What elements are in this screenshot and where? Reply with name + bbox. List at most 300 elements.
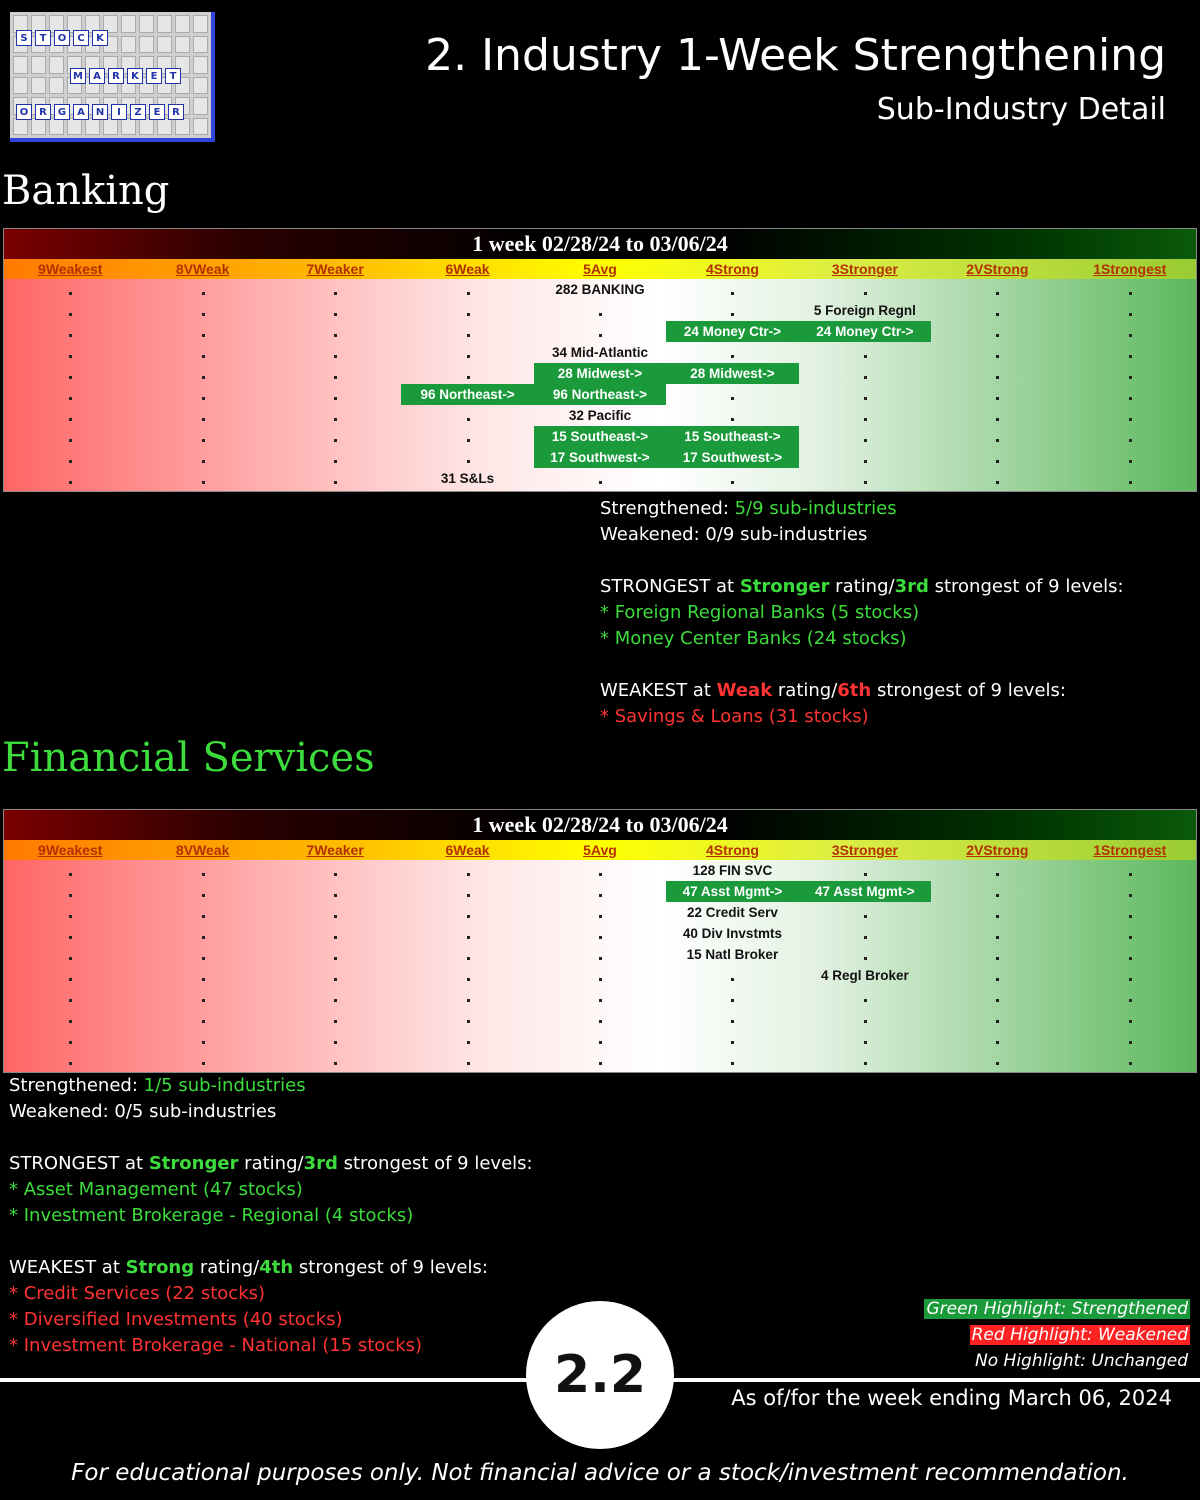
strengthened-cell: 24 Money Ctr-> (666, 321, 798, 342)
empty-cell-dot (864, 1062, 867, 1065)
empty-cell-dot (864, 481, 867, 484)
weakened-line: Weakened: 0/5 sub-industries (9, 1101, 277, 1122)
empty-cell-dot (996, 313, 999, 316)
empty-cell-dot (202, 894, 205, 897)
logo-letter: O (16, 104, 32, 120)
strengthened-cell: 28 Midwest-> (666, 363, 798, 384)
sub-industry-cell: 31 S&Ls (440, 471, 495, 486)
strongest-rank: 3rd (303, 1153, 338, 1174)
strengthened-cell: 15 Southeast-> (666, 426, 798, 447)
logo-tile (13, 77, 28, 95)
logo-tile (175, 36, 190, 54)
banking-section-title: Banking (2, 168, 170, 214)
level-header: 3Stronger (831, 842, 898, 858)
empty-cell-dot (334, 397, 337, 400)
logo-tile (193, 77, 208, 95)
banking-panel-title: 1 week 02/28/24 to 03/06/24 (4, 229, 1196, 259)
empty-cell-dot (334, 1041, 337, 1044)
empty-cell-dot (467, 1062, 470, 1065)
logo-tile (157, 15, 172, 33)
sub-industry-cell: 5 Foreign Regnl (813, 303, 916, 318)
level-header: 2VStrong (966, 842, 1029, 858)
empty-cell-dot (467, 418, 470, 421)
disclaimer: For educational purposes only. Not financial advice or a stock/investment recommendation. (71, 1460, 1129, 1486)
empty-cell-dot (996, 355, 999, 358)
weakest-mid: rating/ (194, 1257, 260, 1278)
stock-market-organizer-logo (10, 12, 215, 142)
empty-cell-dot (1129, 313, 1132, 316)
empty-cell-dot (467, 1020, 470, 1023)
empty-cell-dot (467, 873, 470, 876)
strongest-mid: rating/ (829, 576, 895, 597)
banking-grid (4, 279, 1196, 491)
empty-cell-dot (467, 936, 470, 939)
empty-cell-dot (864, 936, 867, 939)
logo-tile (157, 36, 172, 54)
logo-tile (193, 15, 208, 33)
logo-letter: A (89, 68, 105, 84)
empty-cell-dot (202, 978, 205, 981)
empty-cell-dot (996, 1020, 999, 1023)
logo-letter: G (54, 104, 70, 120)
empty-cell-dot (334, 355, 337, 358)
sub-industry-cell: 15 Natl Broker (686, 947, 779, 962)
empty-cell-dot (996, 1062, 999, 1065)
empty-cell-dot (467, 292, 470, 295)
sub-industry-cell: 40 Div Invstmts (682, 926, 782, 941)
empty-cell-dot (202, 936, 205, 939)
empty-cell-dot (69, 355, 72, 358)
empty-cell-dot (599, 1062, 602, 1065)
empty-cell-dot (996, 334, 999, 337)
strengthened-value: 5/9 sub-industries (734, 498, 897, 519)
strengthened-cell: 17 Southwest-> (534, 447, 666, 468)
empty-cell-dot (864, 355, 867, 358)
empty-cell-dot (334, 313, 337, 316)
logo-tile (49, 118, 64, 136)
empty-cell-dot (202, 313, 205, 316)
empty-cell-dot (334, 936, 337, 939)
strongest-post: strongest of 9 levels: (337, 1153, 533, 1174)
logo-tile (121, 15, 136, 33)
empty-cell-dot (996, 397, 999, 400)
weakest-rating: Weak (716, 680, 773, 701)
sub-industry-cell: 4 Regl Broker (820, 968, 909, 983)
financial-panel (3, 809, 1197, 1073)
empty-cell-dot (467, 957, 470, 960)
logo-tile (193, 118, 208, 136)
strengthened-cell: 28 Midwest-> (534, 363, 666, 384)
sub-industry-cell: 282 BANKING (555, 282, 645, 297)
empty-cell-dot (996, 936, 999, 939)
strongest-post: strongest of 9 levels: (928, 576, 1124, 597)
empty-cell-dot (1129, 397, 1132, 400)
empty-cell-dot (1129, 334, 1132, 337)
weakest-post: strongest of 9 levels: (871, 680, 1066, 701)
logo-letter: T (35, 30, 51, 46)
empty-cell-dot (731, 999, 734, 1002)
level-header: 7Weaker (306, 842, 364, 858)
financial-grid (4, 860, 1196, 1072)
empty-cell-dot (1129, 1062, 1132, 1065)
logo-tile (13, 118, 28, 136)
sub-industry-cell: 32 Pacific (568, 408, 632, 423)
empty-cell-dot (731, 313, 734, 316)
empty-cell-dot (69, 439, 72, 442)
empty-cell-dot (202, 376, 205, 379)
financial-summary (9, 1073, 533, 1359)
logo-tile (121, 36, 136, 54)
empty-cell-dot (731, 1062, 734, 1065)
empty-cell-dot (467, 1041, 470, 1044)
empty-cell-dot (1129, 873, 1132, 876)
empty-cell-dot (334, 999, 337, 1002)
weakest-rating: Strong (125, 1257, 195, 1278)
empty-cell-dot (599, 873, 602, 876)
logo-tile (193, 36, 208, 54)
empty-cell-dot (599, 334, 602, 337)
logo-tile (103, 118, 118, 136)
logo-tile (121, 118, 136, 136)
strengthened-cell: 17 Southwest-> (666, 447, 798, 468)
logo-tile (49, 56, 64, 74)
legend-red: Red Highlight: Weakened (971, 1325, 1188, 1345)
level-header: 6Weak (445, 261, 490, 277)
weakest-item: * Diversified Investments (40 stocks) (9, 1309, 343, 1330)
logo-letter: S (16, 30, 32, 46)
logo-tile (175, 118, 190, 136)
empty-cell-dot (69, 397, 72, 400)
empty-cell-dot (864, 418, 867, 421)
empty-cell-dot (69, 936, 72, 939)
logo-letter: R (168, 104, 184, 120)
empty-cell-dot (467, 999, 470, 1002)
empty-cell-dot (864, 999, 867, 1002)
empty-cell-dot (1129, 355, 1132, 358)
empty-cell-dot (202, 292, 205, 295)
empty-cell-dot (996, 978, 999, 981)
empty-cell-dot (69, 1020, 72, 1023)
empty-cell-dot (334, 1062, 337, 1065)
empty-cell-dot (202, 1020, 205, 1023)
level-header: 7Weaker (306, 261, 364, 277)
empty-cell-dot (599, 1041, 602, 1044)
strongest-pre: STRONGEST at (600, 576, 740, 597)
empty-cell-dot (731, 418, 734, 421)
empty-cell-dot (996, 376, 999, 379)
empty-cell-dot (69, 481, 72, 484)
page-number-badge: 2.2 (526, 1301, 674, 1449)
empty-cell-dot (599, 915, 602, 918)
financial-level-header (4, 840, 1196, 860)
empty-cell-dot (202, 481, 205, 484)
logo-letter: A (73, 104, 89, 120)
logo-tile (67, 118, 82, 136)
empty-cell-dot (69, 999, 72, 1002)
logo-tile (49, 77, 64, 95)
empty-cell-dot (996, 915, 999, 918)
logo-tile (13, 56, 28, 74)
logo-letter: O (54, 30, 70, 46)
empty-cell-dot (731, 978, 734, 981)
logo-letter: C (73, 30, 89, 46)
empty-cell-dot (996, 439, 999, 442)
empty-cell-dot (731, 397, 734, 400)
empty-cell-dot (1129, 376, 1132, 379)
logo-tile (31, 118, 46, 136)
empty-cell-dot (731, 1041, 734, 1044)
weakest-pre: WEAKEST at (9, 1257, 126, 1278)
empty-cell-dot (864, 460, 867, 463)
empty-cell-dot (334, 439, 337, 442)
logo-letter: K (127, 68, 143, 84)
empty-cell-dot (334, 873, 337, 876)
strengthened-cell: 24 Money Ctr-> (799, 321, 931, 342)
empty-cell-dot (864, 439, 867, 442)
empty-cell-dot (69, 418, 72, 421)
empty-cell-dot (1129, 1041, 1132, 1044)
empty-cell-dot (996, 873, 999, 876)
empty-cell-dot (69, 292, 72, 295)
weakest-rank: 4th (259, 1257, 294, 1278)
empty-cell-dot (996, 1041, 999, 1044)
strengthened-cell: 47 Asst Mgmt-> (666, 881, 798, 902)
empty-cell-dot (467, 915, 470, 918)
empty-cell-dot (996, 418, 999, 421)
logo-tile (31, 77, 46, 95)
level-header: 8VWeak (175, 261, 230, 277)
empty-cell-dot (1129, 957, 1132, 960)
empty-cell-dot (1129, 894, 1132, 897)
logo-tile (157, 118, 172, 136)
empty-cell-dot (334, 1020, 337, 1023)
logo-word-market (70, 68, 181, 84)
strongest-item: * Money Center Banks (24 stocks) (600, 628, 907, 649)
level-header: 3Stronger (831, 261, 898, 277)
empty-cell-dot (1129, 1020, 1132, 1023)
level-header: 4Strong (705, 842, 759, 858)
empty-cell-dot (467, 376, 470, 379)
empty-cell-dot (864, 1041, 867, 1044)
logo-letter: T (165, 68, 181, 84)
legend-green: Green Highlight: Strengthened (926, 1299, 1188, 1319)
level-header: 9Weakest (38, 842, 103, 858)
strengthened-cell: 96 Northeast-> (534, 384, 666, 405)
empty-cell-dot (69, 313, 72, 316)
empty-cell-dot (1129, 978, 1132, 981)
empty-cell-dot (864, 292, 867, 295)
logo-letter: I (111, 104, 127, 120)
empty-cell-dot (69, 1062, 72, 1065)
strongest-line (600, 574, 1124, 600)
empty-cell-dot (599, 894, 602, 897)
empty-cell-dot (334, 460, 337, 463)
empty-cell-dot (334, 334, 337, 337)
empty-cell-dot (334, 978, 337, 981)
logo-letter: K (92, 30, 108, 46)
empty-cell-dot (202, 1062, 205, 1065)
page-title: 2. Industry 1-Week Strengthening (425, 30, 1166, 81)
weakest-item: * Investment Brokerage - National (15 stocks) (9, 1335, 423, 1356)
logo-tile (85, 118, 100, 136)
logo-tile (193, 97, 208, 115)
empty-cell-dot (69, 1041, 72, 1044)
level-header: 2VStrong (966, 261, 1029, 277)
empty-cell-dot (69, 957, 72, 960)
strengthened-cell: 47 Asst Mgmt-> (799, 881, 931, 902)
logo-tile (139, 36, 154, 54)
empty-cell-dot (599, 957, 602, 960)
strengthened-line (9, 1073, 533, 1099)
strengthened-line (600, 496, 1124, 522)
logo-word-organizer (16, 104, 184, 120)
empty-cell-dot (1129, 418, 1132, 421)
empty-cell-dot (202, 957, 205, 960)
weakest-line (600, 678, 1124, 704)
page-subtitle: Sub-Industry Detail (876, 92, 1166, 127)
level-header: 5Avg (583, 842, 617, 858)
empty-cell-dot (864, 1020, 867, 1023)
empty-cell-dot (1129, 936, 1132, 939)
strongest-rating: Stronger (148, 1153, 239, 1174)
empty-cell-dot (1129, 999, 1132, 1002)
strongest-line (9, 1151, 533, 1177)
empty-cell-dot (996, 292, 999, 295)
empty-cell-dot (467, 439, 470, 442)
level-header: 1Strongest (1093, 261, 1167, 277)
empty-cell-dot (334, 915, 337, 918)
empty-cell-dot (69, 376, 72, 379)
highlight-legend (924, 1296, 1190, 1374)
empty-cell-dot (864, 915, 867, 918)
empty-cell-dot (996, 999, 999, 1002)
empty-cell-dot (599, 1020, 602, 1023)
empty-cell-dot (1129, 915, 1132, 918)
sub-industry-cell: 128 FIN SVC (692, 863, 773, 878)
empty-cell-dot (996, 481, 999, 484)
empty-cell-dot (69, 894, 72, 897)
as-of-date: As of/for the week ending March 06, 2024 (731, 1386, 1172, 1410)
financial-section-title: Financial Services (2, 735, 375, 781)
empty-cell-dot (202, 439, 205, 442)
weakest-post: strongest of 9 levels: (293, 1257, 488, 1278)
empty-cell-dot (599, 481, 602, 484)
empty-cell-dot (202, 418, 205, 421)
empty-cell-dot (864, 376, 867, 379)
empty-cell-dot (467, 334, 470, 337)
strongest-item: * Asset Management (47 stocks) (9, 1179, 303, 1200)
logo-letter: Z (130, 104, 146, 120)
level-header: 5Avg (583, 261, 617, 277)
level-header: 8VWeak (175, 842, 230, 858)
logo-tile (139, 118, 154, 136)
sub-industry-cell: 22 Credit Serv (687, 905, 778, 920)
weakest-mid: rating/ (772, 680, 838, 701)
strengthened-cell: 15 Southeast-> (534, 426, 666, 447)
empty-cell-dot (996, 460, 999, 463)
level-header: 4Strong (705, 261, 759, 277)
strongest-pre: STRONGEST at (9, 1153, 149, 1174)
logo-tile (31, 56, 46, 74)
empty-cell-dot (69, 978, 72, 981)
strongest-item: * Investment Brokerage - Regional (4 stocks) (9, 1205, 414, 1226)
logo-letter: R (108, 68, 124, 84)
empty-cell-dot (334, 376, 337, 379)
logo-tile (193, 56, 208, 74)
banking-level-header (4, 259, 1196, 279)
empty-cell-dot (202, 1041, 205, 1044)
logo-tile (139, 15, 154, 33)
empty-cell-dot (202, 460, 205, 463)
strongest-rating: Stronger (739, 576, 830, 597)
empty-cell-dot (467, 355, 470, 358)
empty-cell-dot (599, 978, 602, 981)
empty-cell-dot (467, 460, 470, 463)
strongest-item: * Foreign Regional Banks (5 stocks) (600, 602, 920, 623)
strengthened-label: Strengthened: (600, 498, 735, 519)
empty-cell-dot (202, 397, 205, 400)
weakest-line (9, 1255, 533, 1281)
empty-cell-dot (599, 936, 602, 939)
empty-cell-dot (334, 481, 337, 484)
sub-industry-cell: 34 Mid-Atlantic (551, 345, 648, 360)
empty-cell-dot (864, 397, 867, 400)
logo-letter: M (70, 68, 86, 84)
empty-cell-dot (202, 873, 205, 876)
logo-letter: E (146, 68, 162, 84)
empty-cell-dot (1129, 481, 1132, 484)
empty-cell-dot (996, 894, 999, 897)
empty-cell-dot (599, 999, 602, 1002)
empty-cell-dot (334, 418, 337, 421)
weakened-line: Weakened: 0/9 sub-industries (600, 524, 868, 545)
empty-cell-dot (864, 873, 867, 876)
empty-cell-dot (202, 999, 205, 1002)
empty-cell-dot (69, 915, 72, 918)
empty-cell-dot (599, 313, 602, 316)
empty-cell-dot (202, 334, 205, 337)
level-header: 9Weakest (38, 261, 103, 277)
empty-cell-dot (334, 292, 337, 295)
empty-cell-dot (69, 334, 72, 337)
strengthened-cell: 96 Northeast-> (401, 384, 533, 405)
empty-cell-dot (731, 355, 734, 358)
empty-cell-dot (996, 957, 999, 960)
empty-cell-dot (202, 915, 205, 918)
empty-cell-dot (69, 460, 72, 463)
empty-cell-dot (1129, 439, 1132, 442)
empty-cell-dot (202, 355, 205, 358)
empty-cell-dot (864, 957, 867, 960)
empty-cell-dot (334, 957, 337, 960)
empty-cell-dot (1129, 292, 1132, 295)
weakest-pre: WEAKEST at (600, 680, 717, 701)
logo-letter: R (35, 104, 51, 120)
empty-cell-dot (334, 894, 337, 897)
empty-cell-dot (731, 481, 734, 484)
weakest-item: * Savings & Loans (31 stocks) (600, 706, 869, 727)
level-header: 6Weak (445, 842, 490, 858)
level-header: 1Strongest (1093, 842, 1167, 858)
logo-word-stock (16, 30, 108, 46)
empty-cell-dot (731, 1020, 734, 1023)
strengthened-value: 1/5 sub-industries (143, 1075, 306, 1096)
strengthened-label: Strengthened: (9, 1075, 144, 1096)
empty-cell-dot (467, 313, 470, 316)
financial-panel-title: 1 week 02/28/24 to 03/06/24 (4, 810, 1196, 840)
empty-cell-dot (1129, 460, 1132, 463)
banking-panel (3, 228, 1197, 492)
